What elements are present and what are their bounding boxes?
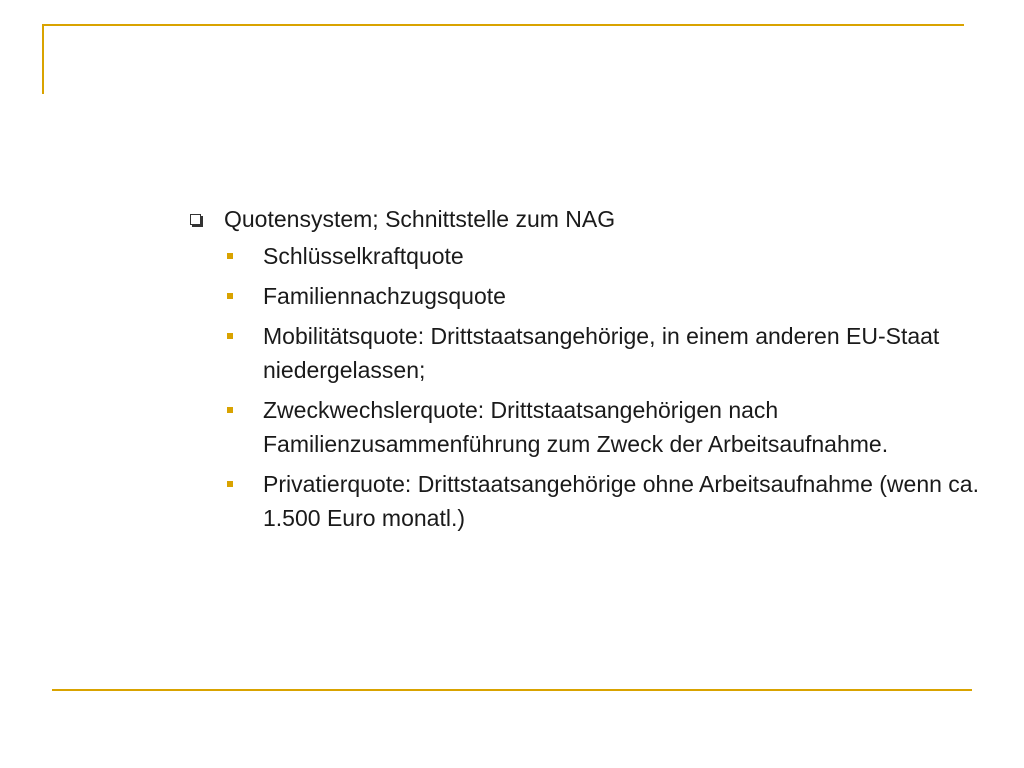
sub-bullet-text: Mobilitätsquote: Drittstaatsangehörige, in einem anderen EU-Staat niedergelassen; <box>263 323 940 383</box>
slide-content <box>186 202 986 541</box>
sub-bullet-item <box>186 239 986 273</box>
sub-bullet-text: Schlüsselkraftquote <box>263 243 464 269</box>
frame-left-rule <box>42 24 44 94</box>
filled-square-bullet-icon <box>227 481 233 487</box>
filled-square-bullet-icon <box>227 333 233 339</box>
sub-bullet-item <box>186 467 986 535</box>
sub-bullet-text: Zweckwechslerquote: Drittstaatsangehörigen nach Familienzusammenführung zum Zweck der Arbeitsaufnahme. <box>263 397 889 457</box>
frame-bottom-rule <box>52 689 972 691</box>
filled-square-bullet-icon <box>227 253 233 259</box>
sub-bullet-list <box>186 239 986 535</box>
sub-bullet-item <box>186 319 986 387</box>
sub-bullet-text: Privatierquote: Drittstaatsangehörige ohne Arbeitsaufnahme (wenn ca. 1.500 Euro monatl.) <box>263 471 979 531</box>
sub-bullet-item <box>186 279 986 313</box>
frame-top-rule <box>42 24 964 26</box>
main-bullet-point <box>186 202 986 236</box>
sub-bullet-text: Familiennachzugsquote <box>263 283 506 309</box>
hollow-square-bullet-icon <box>190 214 201 225</box>
main-bullet-text: Quotensystem; Schnittstelle zum NAG <box>224 206 616 232</box>
filled-square-bullet-icon <box>227 293 233 299</box>
filled-square-bullet-icon <box>227 407 233 413</box>
sub-bullet-item <box>186 393 986 461</box>
